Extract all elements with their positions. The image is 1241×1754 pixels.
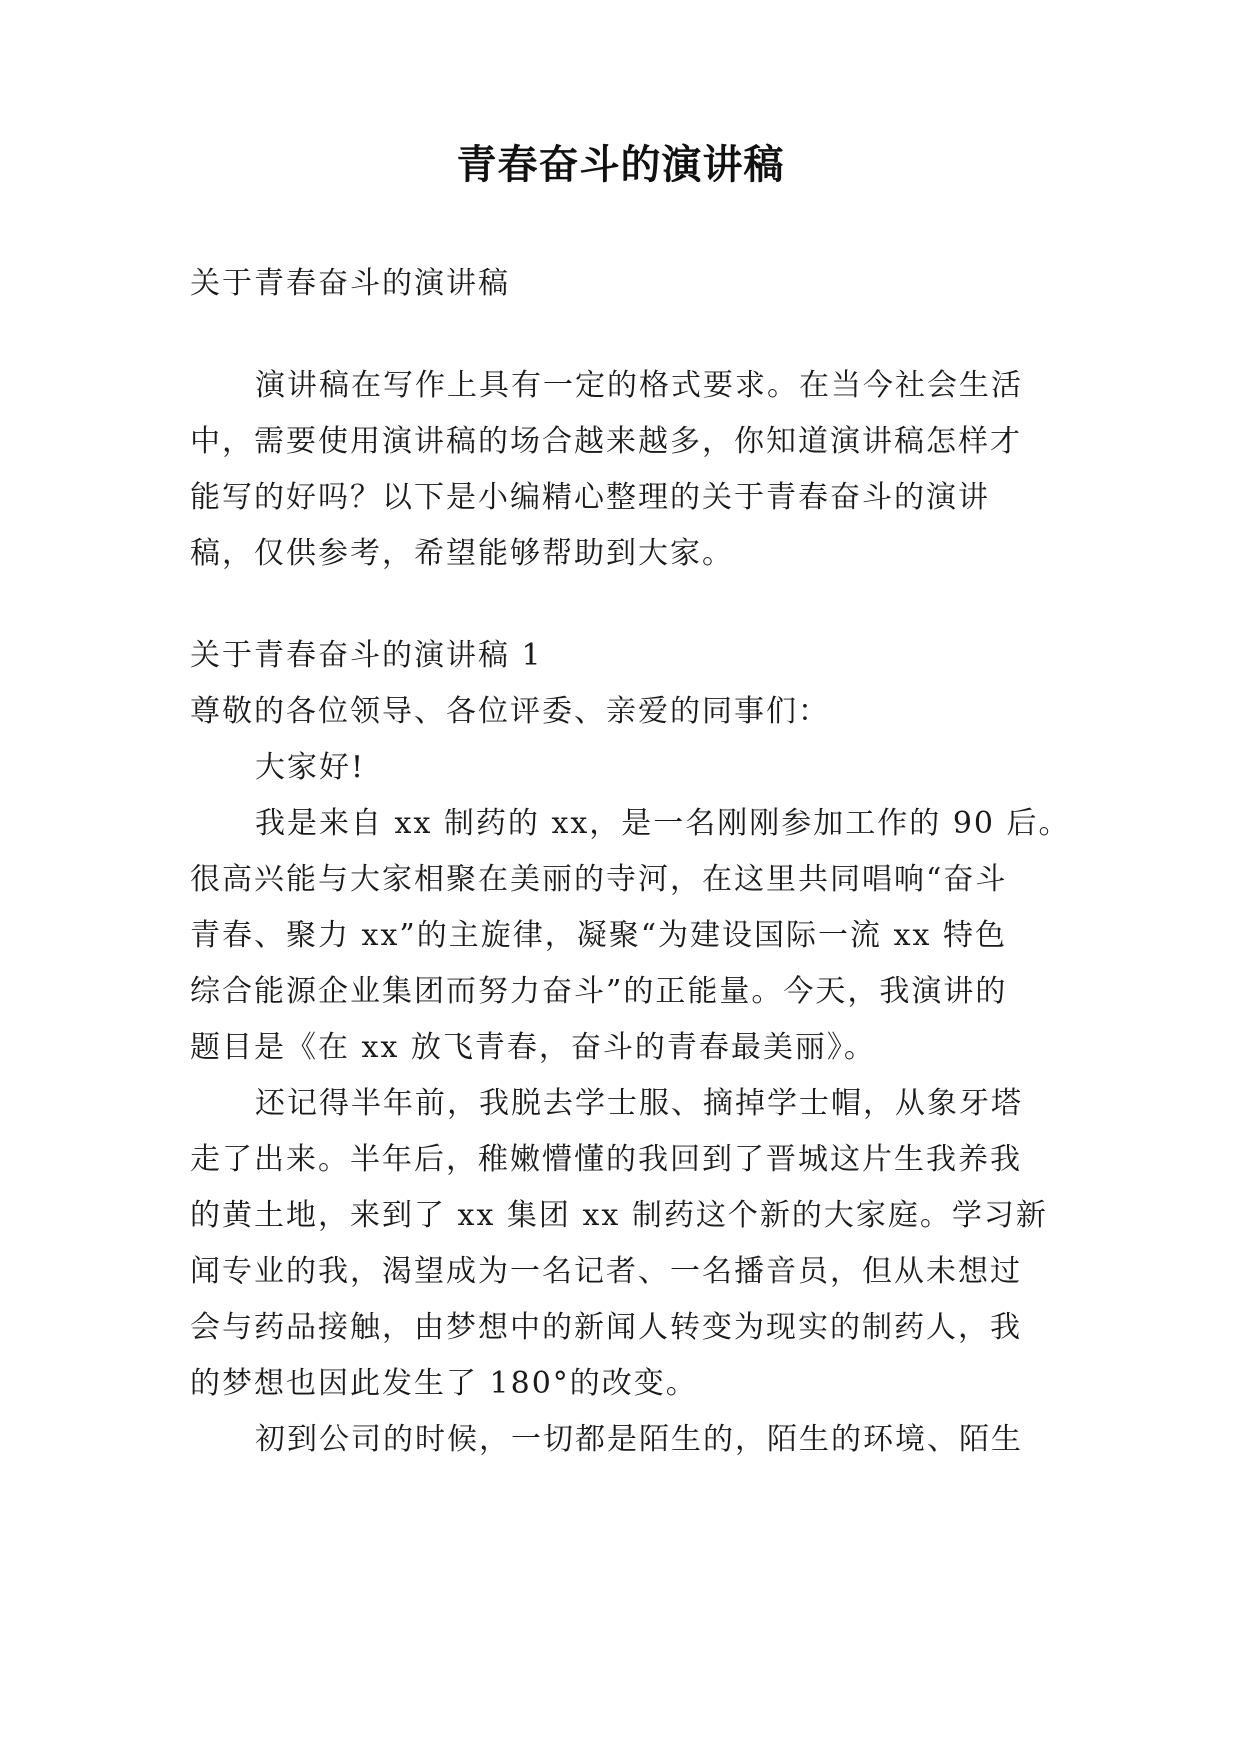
para2-line-2: 走了出来。半年后，稚嫩懵懂的我回到了晋城这片生我养我 — [190, 1142, 1022, 1177]
para3-line-1: 初到公司的时候，一切都是陌生的，陌生的环境、陌生 — [255, 1422, 1023, 1457]
intro-line-3: 能写的好吗？以下是小编精心整理的关于青春奋斗的演讲 — [190, 480, 990, 515]
para1-line-4: 综合能源企业集团而努力奋斗”的正能量。今天，我演讲的 — [190, 974, 1008, 1009]
para1-line-2: 很高兴能与大家相聚在美丽的寺河，在这里共同唱响“奋斗 — [190, 862, 1008, 897]
document-title: 青春奋斗的演讲稿 — [456, 141, 785, 188]
para2-line-3: 的黄土地，来到了 xx 集团 xx 制药这个新的大家庭。学习新 — [190, 1198, 1048, 1233]
document-subtitle: 关于青春奋斗的演讲稿 — [190, 266, 510, 301]
para1-line-3: 青春、聚力 xx”的主旋律，凝聚“为建设国际一流 xx 特色 — [190, 918, 1007, 953]
para2-line-6: 的梦想也因此发生了 180°的改变。 — [190, 1366, 698, 1401]
greeting: 大家好! — [255, 750, 366, 785]
para2-line-1: 还记得半年前，我脱去学士服、摘掉学士帽，从象牙塔 — [255, 1086, 1023, 1121]
intro-line-1: 演讲稿在写作上具有一定的格式要求。在当今社会生活 — [255, 368, 1023, 403]
para2-line-4: 闻专业的我，渴望成为一名记者、一名播音员，但从未想过 — [190, 1254, 1022, 1289]
intro-line-2: 中，需要使用演讲稿的场合越来越多，你知道演讲稿怎样才 — [190, 424, 1022, 459]
intro-line-4: 稿，仅供参考，希望能够帮助到大家。 — [190, 536, 734, 571]
para1-line-1: 我是来自 xx 制药的 xx，是一名刚刚参加工作的 90 后。 — [255, 806, 1071, 841]
para2-line-5: 会与药品接触，由梦想中的新闻人转变为现实的制药人，我 — [190, 1310, 1022, 1345]
para1-line-5: 题目是《在 xx 放飞青春，奋斗的青春最美丽》。 — [190, 1030, 876, 1065]
section-heading: 关于青春奋斗的演讲稿 1 — [190, 638, 543, 673]
salutation: 尊敬的各位领导、各位评委、亲爱的同事们： — [190, 694, 830, 729]
